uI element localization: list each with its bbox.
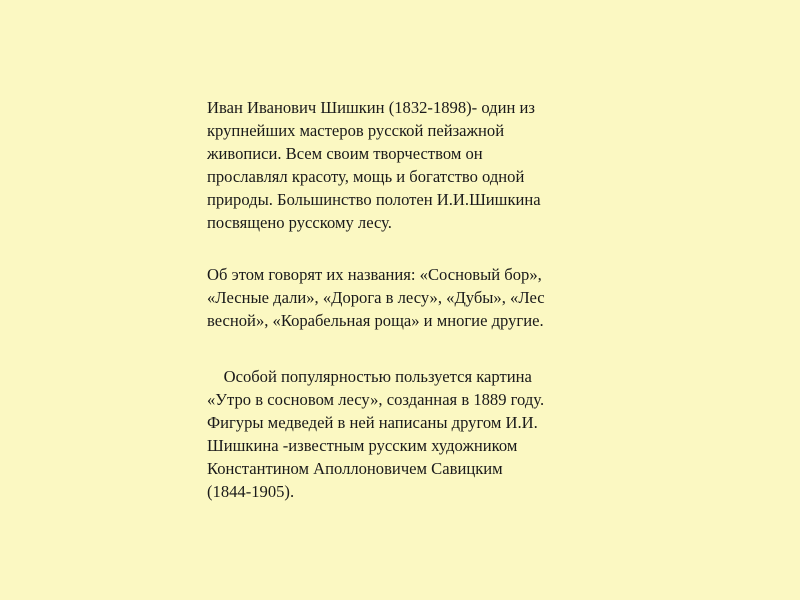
paragraph-morning-in-pine-forest xyxy=(207,365,587,503)
text-line: крупнейших мастеров русской пейзажной xyxy=(207,121,505,140)
paragraph-biography xyxy=(207,96,587,234)
text-line: посвящено русскому лесу. xyxy=(207,213,392,232)
text-line: «Лесные дали», «Дорога в лесу», «Дубы», «Лес xyxy=(207,288,545,307)
text-line: прославлял красоту, мощь и богатство одной xyxy=(207,167,525,186)
text-line: Фигуры медведей в ней написаны другом И.И. xyxy=(207,413,538,432)
text-line: «Утро в сосновом лесу», созданная в 1889 году. xyxy=(207,390,545,409)
paragraph-painting-titles xyxy=(207,263,587,332)
text-line: (1844-1905). xyxy=(207,482,295,501)
text-line: Иван Иванович Шишкин (1832-1898)- один из xyxy=(207,98,535,117)
text-line: Особой популярностью пользуется картина xyxy=(207,367,532,386)
text-line: природы. Большинство полотен И.И.Шишкина xyxy=(207,190,541,209)
text-line: Об этом говорят их названия: «Сосновый бор», xyxy=(207,265,542,284)
text-line: живописи. Всем своим творчеством он xyxy=(207,144,483,163)
text-line: Шишкина -известным русским художником xyxy=(207,436,518,455)
text-line: Константином Аполлоновичем Савицким xyxy=(207,459,503,478)
text-line: весной», «Корабельная роща» и многие другие. xyxy=(207,311,544,330)
